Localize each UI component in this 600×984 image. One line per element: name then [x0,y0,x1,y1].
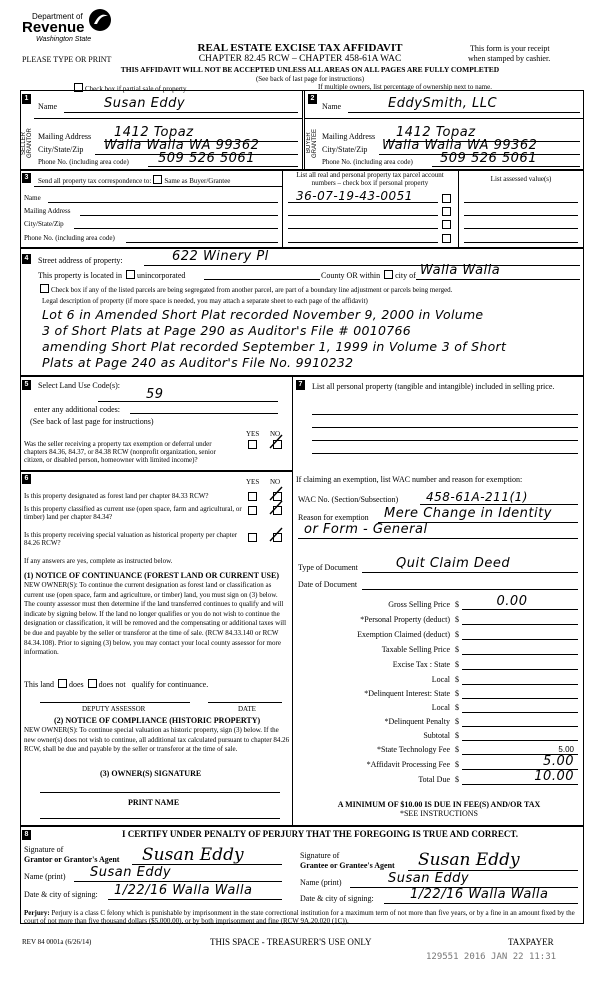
grantor-date-label: Date & city of signing: [24,890,98,899]
section-1-badge: 1 [22,94,31,104]
parcel-number[interactable]: 36-07-19-43-0051 [296,189,413,203]
deputy-assessor-label: DEPUTY ASSESSOR [82,705,146,713]
historic-yes-checkbox[interactable] [248,533,257,542]
same-as-buyer-checkbox[interactable] [153,175,162,184]
buyer-phone[interactable]: 509 526 5061 [440,151,537,166]
print-name-label: PRINT NAME [128,798,180,807]
fee-label: *Affidavit Processing Fee [366,760,450,769]
dept-line: Department of [32,12,83,21]
corr-name-label: Name [24,194,41,202]
grantee-sig-label-1: Signature of [300,851,340,860]
receipt-line2: when stamped by cashier. [468,54,551,63]
fee-label: *State Technology Fee [376,745,450,754]
seller-phone-label: Phone No. (including area code) [38,158,129,166]
corr-phone-label: Phone No. (including area code) [24,234,115,242]
buyer-vertical-label: BUYER GRANTEE [306,128,318,158]
grantee-name-label: Name (print) [300,878,342,887]
s5-yes-header: YES [246,430,260,438]
seller-city-label: City/State/Zip [38,145,84,154]
fee-label: Gross Selling Price [388,600,450,609]
multiple-owners-note: If multiple owners, list percentage of ownership next to name. [318,83,492,91]
fee-label: *Delinquent Interest: State [364,689,450,698]
fee-dollar: $ [455,731,459,740]
fee-value[interactable]: 5.00 [558,745,574,754]
street-label: Street address of property: [38,256,123,265]
fee-label: Subtotal [423,731,450,740]
compliance-text: NEW OWNER(S): To continue special valuation as historic property, sign (3) below. If the new owner(s) does not wish to continue, all additional tax calculated pursuant to chapter 84.26 RCW, shall be due and payable by the seller or transferor at the time of sale. [24,726,290,754]
additional-codes: enter any additional codes: [34,405,120,414]
fee-label: Local [431,703,450,712]
wac-label: WAC No. (Section/Subsection) [298,495,399,504]
grantor-signature[interactable]: Susan Eddy [142,845,244,865]
exemption-question: Was the seller receiving a property tax exemption or deferral under chapters 84.36, 84.37, or 84.38 RCW (nonprofit organization, senior citizen, or disabled person, homeowner with limited income)? [24,440,216,464]
revenue-logo [22,4,118,48]
seller-name-label: Name [38,102,58,111]
seller-name[interactable]: Susan Eddy [104,96,186,111]
seller-phone[interactable]: 509 526 5061 [158,151,255,166]
assessed-header: List assessed value(s) [490,175,552,183]
historic-question: Is this property receiving special valuation as historical property per chapter 84.26 RCW? [24,531,238,547]
buyer-name[interactable]: EddySmith, LLC [388,96,498,111]
grantee-sig-label-2: Grantee or Grantee's Agent [300,861,395,870]
city-of-checkbox[interactable] [384,270,393,279]
owner-signature-label: (3) OWNER(S) SIGNATURE [100,769,202,778]
buyer-mailing[interactable]: 1412 Topaz [396,125,476,140]
receipt-line1: This form is your receipt [470,44,550,53]
grantor-print-name[interactable]: Susan Eddy [90,865,172,880]
correspondence-label: Send all property tax correspondence to: Same as Buyer/Grantee [38,177,231,185]
grantee-date-label: Date & city of signing: [300,894,374,903]
s6-no-header: NO [270,478,281,486]
fee-dollar: $ [455,717,459,726]
section-8-badge: 8 [22,830,31,840]
treasurer-note: THIS SPACE - TREASURER'S USE ONLY [210,937,372,947]
grantor-sig-label-2: Grantor or Grantor's Agent [24,855,120,864]
land-use-code[interactable]: 59 [146,387,164,402]
fee-dollar: $ [455,600,459,609]
reason-line-2[interactable]: or Form - General [304,522,428,537]
fee-dollar: $ [455,689,459,698]
reason-line-1[interactable]: Mere Change in Identity [384,506,552,521]
legal-label: Legal description of property (if more space is needed, you may attach a separate sheet to each page of the affidavit) [42,297,368,305]
rev-number: REV 84 0001a (6/26/14) [22,938,92,946]
legal-line-4[interactable]: Plats at Page 240 as Auditor's File No. 9910232 [42,355,354,370]
see-instructions: *SEE INSTRUCTIONS [399,809,478,818]
fee-dollar: $ [455,645,459,654]
continuance-text: NEW OWNER(S): To continue the current designation as forest land or classification as current use (open space, farm and agriculture, or timber) land, you must sign on (3) below. The county assessor must then determine if the land transferred continues to qualify and will indicate by signing below. If the land no longer qualifies or you do not wish to continue the designation or classification, it will be removed and the compensating or additional taxes will be due and payable by the seller or transferor at the time of sale. (RCW 84.33.140 or RCW 84.34.108). Prior to signing (3) below, you may contact your local county assessor for more information. [24,581,287,657]
segregated-note[interactable]: Check box if any of the listed parcels are being segregated from another parcel, are part of a boundary line adjustment or parcels being merged. [38,284,452,294]
cashier-stamp: 129551 2016 JAN 22 11:31 [426,952,557,962]
if-yes-note: If any answers are yes, complete as instructed below. [24,557,173,565]
fee-label: Taxable Selling Price [381,645,450,654]
fee-value[interactable]: 10.00 [534,769,574,784]
fee-label: *Delinquent Penalty [384,717,450,726]
legal-line-2[interactable]: 3 of Short Plats at Page 290 as Auditor's File # 0010766 [42,323,412,338]
historic-no-checkmark-icon [268,527,284,543]
fee-dollar: $ [455,775,459,784]
grantee-date-city[interactable]: 1/22/16 Walla Walla [410,887,549,902]
minimum-note: A MINIMUM OF $10.00 IS DUE IN FEE(S) AND/OR TAX [337,800,541,809]
print-note: PLEASE TYPE OR PRINT [22,55,112,64]
street-address[interactable]: 622 Winery Pl [172,249,269,264]
buyer-name-label: Name [322,102,342,111]
form-title: REAL ESTATE EXCISE TAX AFFIDAVIT [197,42,403,54]
s5-no-checkmark-icon [268,434,284,450]
taxpayer-label: TAXPAYER [508,937,554,947]
parcel-checkbox-2[interactable] [442,207,451,216]
located-in: This property is located in unincorporated [38,271,186,280]
buyer-city-label: City/State/Zip [322,145,368,154]
revenue-wordmark: Revenue [22,19,85,36]
fee-dollar: $ [455,745,459,754]
fee-value[interactable]: 0.00 [496,594,528,609]
grantor-date-city[interactable]: 1/22/16 Walla Walla [114,883,253,898]
doc-type[interactable]: Quit Claim Deed [396,556,511,571]
exemption-claim-label: If claiming an exemption, list WAC number and reason for exemption: [296,475,523,484]
form-chapter: CHAPTER 82.45 RCW – CHAPTER 458-61A WAC [198,54,402,64]
fee-dollar: $ [455,660,459,669]
section-3-badge: 3 [22,173,31,183]
parcel-header: List all real and personal property tax parcel account numbers – check box if personal property [296,171,444,187]
section-4-badge: 4 [22,254,31,264]
county-or-within: County OR within city of [321,271,416,280]
washington-state: Washington State [36,36,92,43]
section-6-badge: 6 [22,474,31,484]
parcel-checkbox-1[interactable] [442,194,451,203]
segregated-checkbox[interactable] [40,284,49,293]
compliance-title: (2) NOTICE OF COMPLIANCE (HISTORIC PROPERTY) [54,716,261,725]
fee-dollar: $ [455,760,459,769]
corr-city-label: City/State/Zip [24,220,64,228]
s6-yes-header: YES [246,478,260,486]
buyer-city[interactable]: Walla Walla WA 99362 [382,138,538,153]
revenue-swirl-icon [86,7,114,33]
doc-type-label: Type of Document [298,563,358,572]
grantee-signature[interactable]: Susan Eddy [418,850,520,870]
unincorporated-checkbox[interactable] [126,270,135,279]
grantor-sig-label-1: Signature of [24,845,64,854]
section-5-badge: 5 [22,380,31,390]
grantee-print-name[interactable]: Susan Eddy [388,871,470,886]
fee-dollar: $ [455,703,459,712]
legal-line-3[interactable]: amending Short Plat recorded September 1, 1999 in Volume 3 of Short [42,339,507,354]
forest-land-question: Is this property designated as forest land per chapter 84.33 RCW? [24,492,209,500]
wac-number[interactable]: 458-61A-211(1) [426,490,528,504]
legal-line-1[interactable]: Lot 6 in Amended Short Plat recorded November 9, 2000 in Volume [42,307,484,322]
seller-vertical-label: SELLER GRANTOR [21,128,33,158]
does-checkbox[interactable] [58,679,67,688]
fee-label: Local [431,675,450,684]
buyer-phone-label: Phone No. (including area code) [322,158,413,166]
corr-mailing-label: Mailing Address [24,207,71,215]
personal-property-label: List all personal property (tangible and intangible) included in selling price. [312,382,555,391]
seller-city[interactable]: Walla Walla WA 99362 [104,138,260,153]
continuance-qualify: This land does does not qualify for continuance. [24,680,209,689]
s5-no-header: NO [270,430,281,438]
doc-date-label: Date of Document [298,580,358,589]
instructions-note: (See back of last page for instructions) [255,75,365,83]
current-use-no-checkmark-icon [268,500,284,516]
perjury-notice: Perjury: Perjury is a class C felony which is punishable by imprisonment in the state correctional institution for a maximum term of not more than five years, or by a fine in an amount fixed by the court of not more than five thousand dollars ($5,000.00), or by both imprisonment and fine (RCW 9A.20.020 (1C)). [24,909,575,925]
fee-dollar: $ [455,630,459,639]
land-use-label: Select Land Use Code(s): [38,381,120,390]
fee-label: Excise Tax : State [392,660,450,669]
parcel-checkbox-4[interactable] [442,234,451,243]
section-2-badge: 2 [308,94,317,104]
partial-sale[interactable]: Check box if partial sale of property [72,83,186,93]
fee-label: *Personal Property (deduct) [360,615,450,624]
section-7-badge: 7 [296,380,305,390]
deputy-date-label: DATE [238,705,256,713]
fee-value[interactable]: 5.00 [543,754,574,769]
parcel-checkbox-3[interactable] [442,220,451,229]
s5-yes-checkbox[interactable] [248,440,257,449]
fee-dollar: $ [455,615,459,624]
warning-line: THIS AFFIDAVIT WILL NOT BE ACCEPTED UNLESS ALL AREAS ON ALL PAGES ARE FULLY COMPLETED [120,65,500,74]
current-use-yes-checkbox[interactable] [248,506,257,515]
fee-label: Exemption Claimed (deduct) [357,630,450,639]
seller-mailing-label: Mailing Address [38,132,92,141]
grantor-name-label: Name (print) [24,872,66,881]
fee-dollar: $ [455,675,459,684]
current-use-question: Is this property classified as current use (open space, farm and agricultural, or timber) land per chapter 84.34? [24,505,242,521]
seller-mailing[interactable]: 1412 Topaz [114,125,194,140]
forest-yes-checkbox[interactable] [248,492,257,501]
land-use-see-back: (See back of last page for instructions) [30,417,154,426]
property-city[interactable]: Walla Walla [420,263,501,278]
reason-label: Reason for exemption [298,513,369,522]
fee-label: Total Due [418,775,450,784]
does-not-checkbox[interactable] [88,679,97,688]
certify-line: I CERTIFY UNDER PENALTY OF PERJURY THAT THE FOREGOING IS TRUE AND CORRECT. [122,829,519,839]
buyer-mailing-label: Mailing Address [322,132,376,141]
continuance-title: (1) NOTICE OF CONTINUANCE (FOREST LAND OR CURRENT USE) [24,571,279,580]
